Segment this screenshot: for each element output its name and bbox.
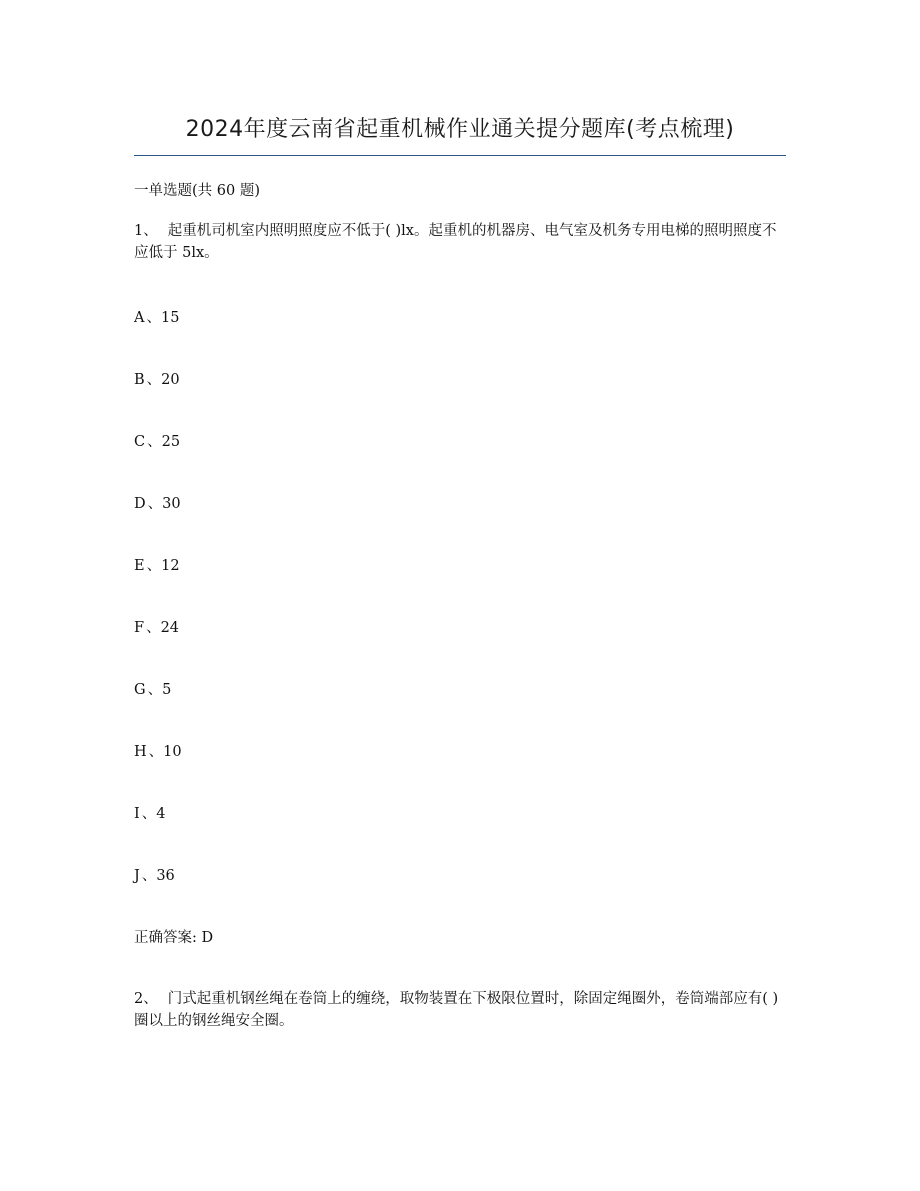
option-letter: F [134,620,145,636]
section-heading: 一单选题(共 60 题) [134,183,260,199]
option-separator: 、 [147,496,163,512]
question-1 [134,220,784,264]
question-text: 门式起重机钢丝绳在卷筒上的缠绕，取物装置在下极限位置时，除固定绳圈外，卷筒端部应有( )圈以上的钢丝绳安全圈。 [134,991,779,1029]
option-separator: 、 [146,558,162,574]
option-value: 15 [160,310,180,326]
title-divider [134,155,786,156]
question-number: 1、 [134,223,158,239]
option-separator: 、 [146,310,161,326]
option-b [134,369,180,391]
option-value: 24 [160,620,180,636]
option-j [134,865,175,887]
option-letter: C [134,434,146,450]
page-title: 2024年度云南省起重机械作业通关提分题库(考点梳理) [185,117,735,142]
question-2 [134,988,784,1032]
option-separator: 、 [147,682,163,698]
option-i [134,803,165,825]
option-letter: H [134,744,147,760]
correct-answer [134,927,213,949]
option-letter: I [134,806,140,822]
option-value: 20 [161,372,180,388]
answer-label: 正确答案: [134,930,197,946]
option-value: 36 [156,868,175,884]
option-separator: 、 [148,744,164,760]
option-value: 4 [156,806,166,822]
option-letter: A [134,310,145,326]
option-separator: 、 [141,806,157,822]
option-e [134,555,180,577]
question-number: 2、 [134,991,158,1007]
option-letter: J [134,868,140,884]
option-a [134,307,179,329]
option-d [134,493,181,515]
answer-value: D [201,930,214,946]
option-separator: 、 [146,372,162,388]
option-value: 10 [163,744,182,760]
option-separator: 、 [146,620,161,636]
option-letter: E [134,558,145,574]
question-text: 起重机司机室内照明照度应不低于( )lx。起重机的机器房、电气室及机务专用电梯的照明照度不应低于 5lx。 [134,223,777,261]
option-value: 25 [161,434,181,450]
option-separator: 、 [141,868,157,884]
option-separator: 、 [147,434,162,450]
option-letter: B [134,372,145,388]
option-f [134,617,179,639]
option-value: 12 [161,558,180,574]
option-g [134,679,171,701]
option-h [134,741,182,763]
option-letter: G [134,682,146,698]
option-c [134,431,180,453]
option-value: 30 [162,496,181,512]
option-letter: D [134,496,146,512]
option-value: 5 [162,682,172,698]
